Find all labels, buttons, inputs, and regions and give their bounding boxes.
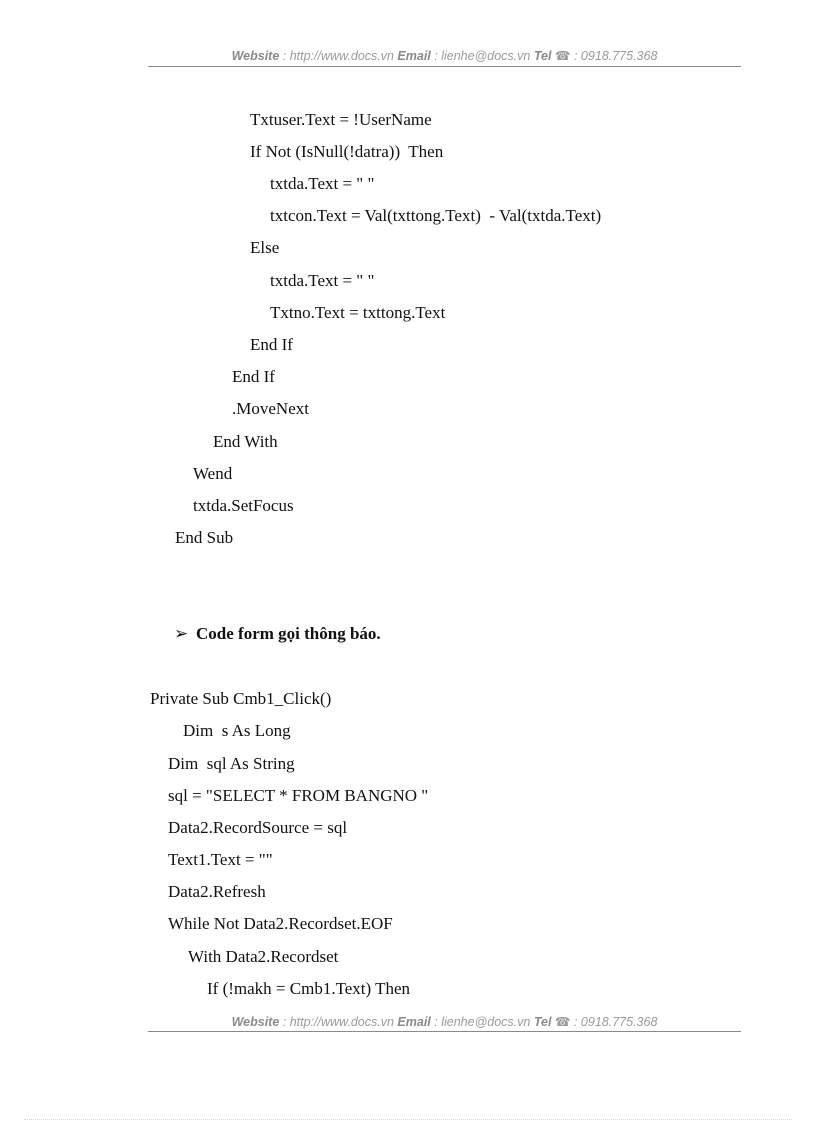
- code-line: sql = "SELECT * FROM BANGNO ": [168, 786, 429, 805]
- website-link[interactable]: : http://www.docs.vn: [282, 1015, 394, 1029]
- email-link[interactable]: : lienhe@docs.vn: [434, 49, 531, 63]
- tel-label: Tel: [533, 49, 552, 63]
- code-line: txtcon.Text = Val(txttong.Text) - Val(txtda.Text): [270, 206, 602, 225]
- email-label: Email: [397, 49, 431, 63]
- phone-icon: ☎: [554, 1015, 571, 1029]
- code-line: If (!makh = Cmb1.Text) Then: [207, 979, 411, 998]
- page-bottom-divider: [24, 1119, 792, 1120]
- code-line: txtda.SetFocus: [193, 496, 294, 515]
- section-heading: [174, 624, 381, 644]
- code-line: Private Sub Cmb1_Click(): [150, 689, 332, 708]
- code-line: Data2.RecordSource = sql: [168, 818, 348, 837]
- code-line: Txtuser.Text = !UserName: [250, 110, 432, 129]
- phone-icon: ☎: [554, 49, 571, 63]
- code-line: Text1.Text = "": [168, 850, 273, 869]
- code-line: Else: [250, 238, 280, 257]
- code-line: txtda.Text = " ": [270, 271, 375, 290]
- section-heading-text: Code form gọi thông báo.: [196, 624, 381, 643]
- tel-value: : 0918.775.368: [573, 1015, 658, 1029]
- code-line: While Not Data2.Recordset.EOF: [168, 914, 393, 933]
- code-line: Dim sql As String: [168, 754, 295, 773]
- code-line: End If: [232, 367, 275, 386]
- code-line: Wend: [193, 464, 233, 483]
- code-line: If Not (IsNull(!datra)) Then: [250, 142, 444, 161]
- code-line: End If: [250, 335, 293, 354]
- code-line: Txtno.Text = txttong.Text: [270, 303, 446, 322]
- code-line: With Data2.Recordset: [188, 947, 339, 966]
- code-line: txtda.Text = " ": [270, 174, 375, 193]
- tel-label: Tel: [533, 1015, 552, 1029]
- page-footer: [148, 1014, 741, 1029]
- code-line: .MoveNext: [232, 399, 309, 418]
- code-line: End Sub: [175, 528, 234, 547]
- arrow-bullet-icon: ➢: [174, 624, 189, 643]
- tel-value: : 0918.775.368: [573, 49, 658, 63]
- email-link[interactable]: : lienhe@docs.vn: [434, 1015, 531, 1029]
- header-rule: [148, 66, 741, 67]
- code-line: Data2.Refresh: [168, 882, 266, 901]
- page-header: [148, 48, 741, 63]
- website-label: Website: [231, 1015, 280, 1029]
- website-label: Website: [231, 49, 280, 63]
- email-label: Email: [397, 1015, 431, 1029]
- code-line: End With: [213, 432, 278, 451]
- website-link[interactable]: : http://www.docs.vn: [282, 49, 394, 63]
- code-line: Dim s As Long: [183, 721, 291, 740]
- footer-rule: [148, 1031, 741, 1032]
